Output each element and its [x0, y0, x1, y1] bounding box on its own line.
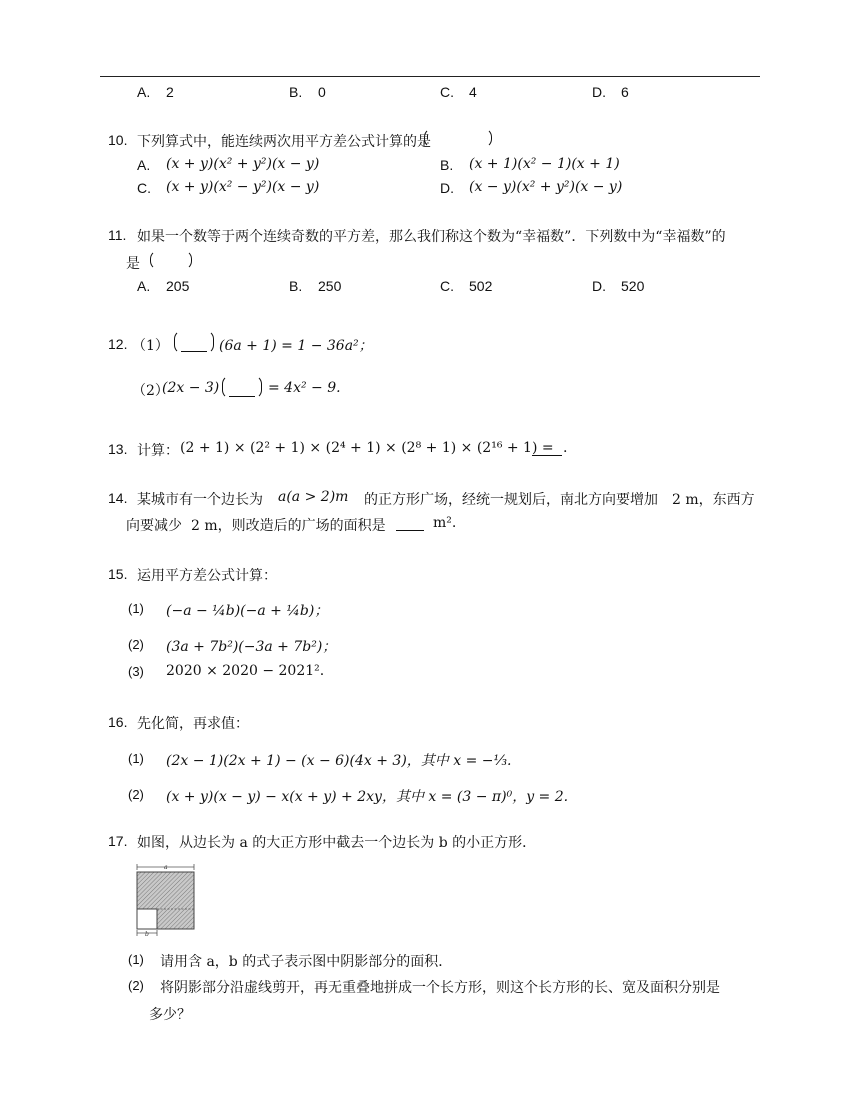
cut-out-square: [137, 909, 157, 929]
q10-option-b-expr: (x + 1)(x² − 1)(x + 1): [469, 156, 620, 172]
q15-item2-label: (2): [128, 637, 144, 652]
q15-item1-expr: (−a − ¼b)(−a + ¼b)；: [166, 603, 329, 619]
q9-option-a-value: 2: [166, 84, 174, 100]
q9-option-d-letter: D.: [592, 84, 606, 100]
q17-number: 17.: [108, 833, 128, 849]
q14-line1-a: 某城市有一个边长为: [137, 492, 263, 508]
q12-number: 12.: [108, 336, 128, 352]
q10-stem: 下列算式中，能连续两次用平方差公式计算的是: [137, 134, 431, 150]
q11-option-d-letter: D.: [592, 278, 606, 294]
q11-number: 11.: [108, 227, 127, 243]
q15-item3-label: (3): [128, 664, 144, 679]
q10-option-a-expr: (x + y)(x² + y²)(x − y): [166, 156, 320, 172]
q14-line1-b: 的正方形广场，经统一规划后，南北方向要增加: [364, 492, 658, 508]
q15-item2-expr: (3a + 7b²)(−3a + 7b²)；: [166, 639, 337, 655]
q16-stem: 先化简，再求值：: [137, 716, 249, 732]
q9-option-c-value: 4: [469, 84, 477, 100]
q10-option-b-letter: B.: [440, 157, 454, 173]
q17-stem: 如图，从边长为 a 的大正方形中截去一个边长为 b 的小正方形．: [137, 835, 537, 851]
q12-part1-underline: [181, 351, 207, 352]
q13-label: 计算：: [137, 443, 179, 459]
q14-line2-a: 向要减少: [126, 518, 182, 534]
q16-item1-expr: (2x − 1)(2x + 1) − (x − 6)(4x + 3)，其中 x = −⅓.: [166, 753, 512, 769]
q11-stem-line1: 如果一个数等于两个连续奇数的平方差，那么我们称这个数为“幸福数”．下列数中为“幸福数”的: [137, 229, 726, 245]
q15-item3-expr: 2020 × 2020 − 2021².: [166, 663, 325, 679]
q16-item2-expr: (x + y)(x − y) − x(x + y) + 2xy，其中 x = (3 − π)⁰，y = 2.: [166, 789, 569, 805]
q17-item1-text: 请用含 a，b 的式子表示图中阴影部分的面积．: [160, 954, 453, 970]
q10-option-d-letter: D.: [440, 180, 454, 196]
q13-number: 13.: [108, 441, 128, 457]
q16-number: 16.: [108, 714, 128, 730]
q11-option-c-value: 502: [469, 278, 493, 294]
q12-part2-underline: [229, 396, 255, 397]
q13-end: .: [563, 440, 568, 456]
q10-option-c-letter: C.: [137, 180, 151, 196]
q11-option-b-value: 250: [318, 278, 342, 294]
q17-item2-label: (2): [128, 978, 144, 993]
q9-option-b-value: 0: [318, 84, 326, 100]
q12-part2-rest: = 4x² − 9.: [268, 380, 341, 396]
q14-line1-c: 2 m，东西方: [672, 492, 755, 508]
q15-stem: 运用平方差公式计算：: [137, 568, 277, 584]
q11-option-a-value: 205: [166, 278, 190, 294]
q11-stem-line2: 是: [126, 256, 140, 272]
q14-line2-unit: m².: [433, 515, 457, 531]
q11-option-b-letter: B.: [289, 278, 303, 294]
q12-part2-left: (2x − 3): [162, 380, 220, 396]
q11-option-c-letter: C.: [440, 278, 454, 294]
q17-item2-text-line1: 将阴影部分沿虚线剪开，再无重叠地拼成一个长方形，则这个长方形的长、宽及面积分别是: [160, 980, 720, 996]
q14-answer-blank[interactable]: [396, 530, 424, 531]
q16-item1-label: (1): [128, 751, 144, 766]
q9-option-b-letter: B.: [289, 84, 303, 100]
square-figure: [134, 862, 198, 938]
q9-option-a-letter: A.: [137, 84, 151, 100]
q11-option-d-value: 520: [621, 278, 645, 294]
q11-option-a-letter: A.: [137, 278, 151, 294]
header-rule: [100, 76, 760, 77]
q10-number: 10.: [108, 132, 128, 148]
q14-number: 14.: [108, 490, 128, 506]
q14-line2-b: 2 m，则改造后的广场的面积是: [191, 518, 386, 534]
q11-answer-blank[interactable]: [150, 250, 192, 270]
q12-part1-rest: (6a + 1) = 1 − 36a²；: [219, 338, 373, 354]
q17-item2-text-line2: 多少？: [149, 1007, 191, 1023]
q10-option-d-expr: (x − y)(x² + y²)(x − y): [469, 179, 623, 195]
q10-option-c-expr: (x + y)(x² − y²)(x − y): [166, 179, 320, 195]
q9-option-d-value: 6: [621, 84, 629, 100]
q9-option-c-letter: C.: [440, 84, 454, 100]
q14-line1-expr: a(a > 2)m: [278, 489, 349, 505]
q15-item1-label: (1): [128, 601, 144, 616]
figure-label-a: a: [164, 864, 168, 871]
q12-part2-label: （2）: [132, 383, 169, 399]
q15-number: 15.: [108, 566, 128, 582]
q17-item1-label: (1): [128, 952, 144, 967]
q16-item2-label: (2): [128, 787, 144, 802]
q10-answer-blank[interactable]: [424, 128, 492, 148]
q12-part1-label: （1）: [132, 338, 169, 354]
q13-answer-blank[interactable]: [532, 455, 562, 456]
q10-option-a-letter: A.: [137, 157, 151, 173]
q13-expression: (2 + 1) × (2² + 1) × (2⁴ + 1) × (2⁸ + 1) × (2¹⁶ + 1) =: [180, 440, 554, 456]
figure-label-b: b: [145, 931, 149, 938]
